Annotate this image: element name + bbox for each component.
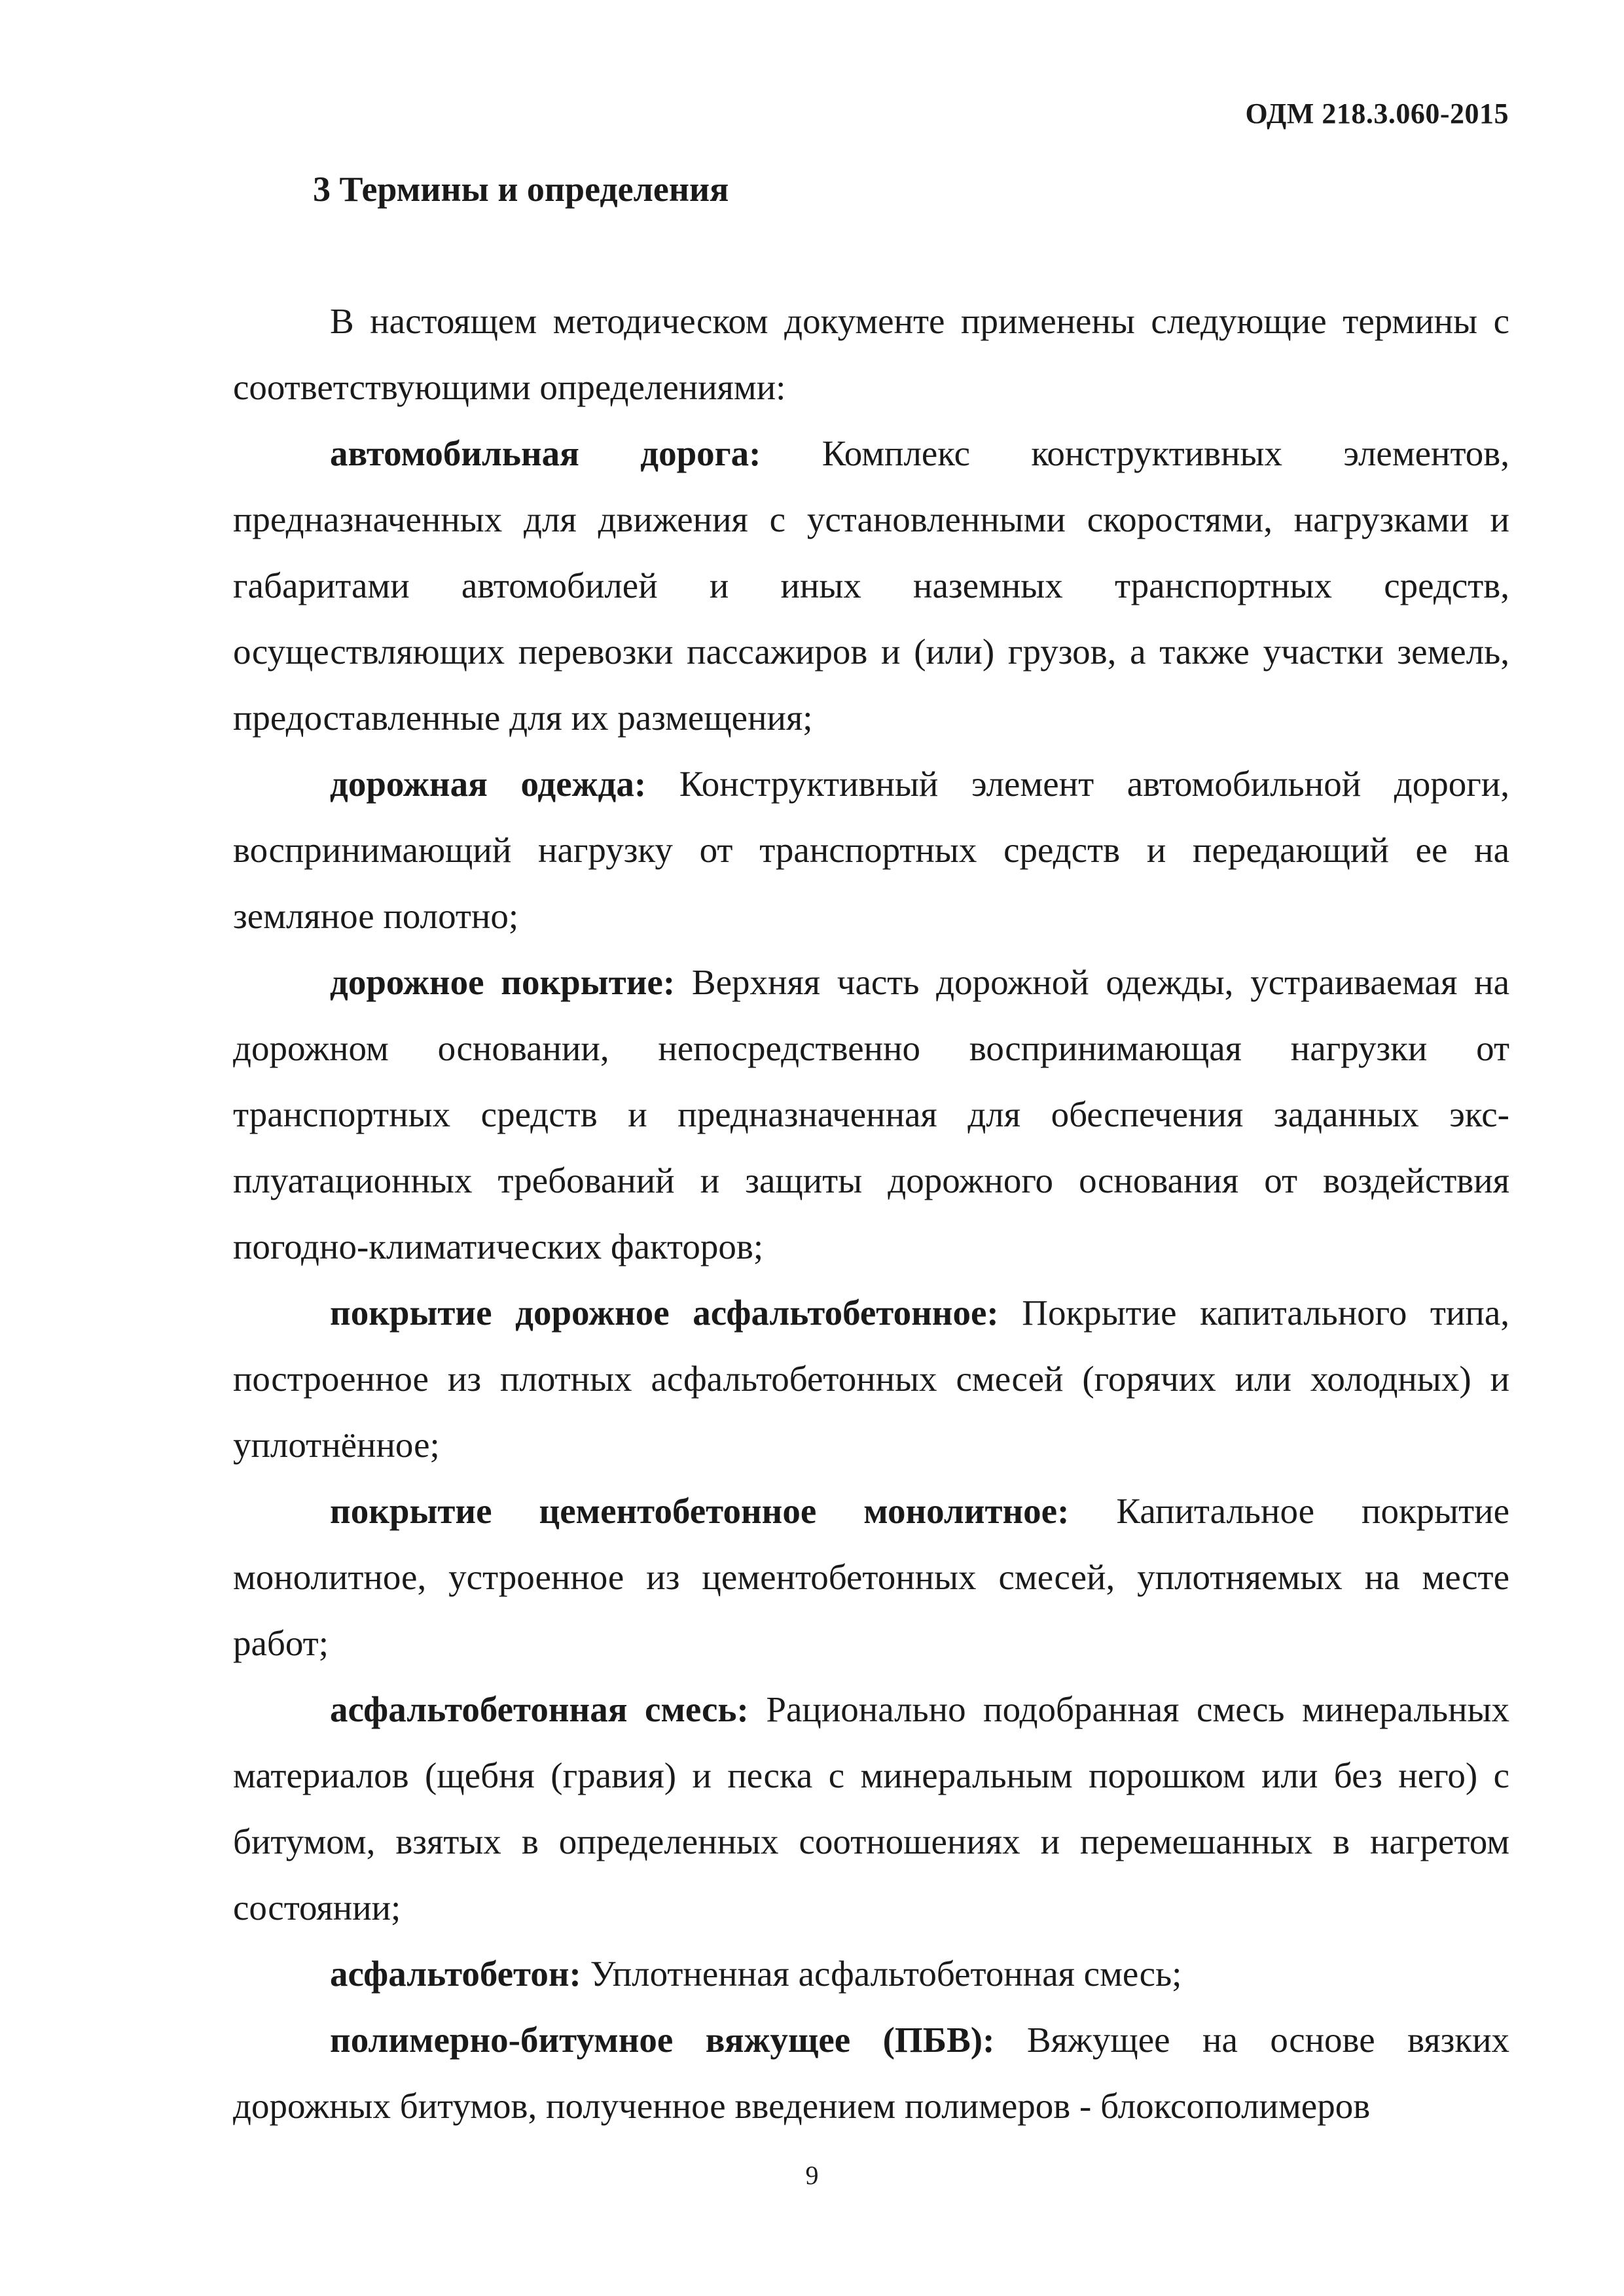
term-definition: Рационально подобранная смесь минеральных материалов (щебня (гравия) и песка с минеральным порошком или без него) с битумом, взятых в определенных соотношениях и перемешанных в нагретом состоянии; [233, 1689, 1509, 1928]
document-body [233, 288, 1509, 2139]
term-label: покрытие дорожное асфальтобетонное: [330, 1293, 999, 1333]
term-definition: Верхняя часть дорожной одежды, устраиваемая на дорожном основании, непосредственно воспринимающая нагрузки от транспортных средств и предназначенная для обеспечения заданных экс-плуатационных требований и защиты дорожного основания от воздействия погодно-климатических факторов; [233, 962, 1509, 1266]
document-code: ОДМ 218.3.060-2015 [1245, 98, 1509, 130]
term-definition: Комплекс конструктивных элементов, предназначенных для движения с установленными скоростями, нагрузками и габаритами автомобилей и иных наземных транспортных средств, осуществляющих перевозки пассажиров и (или) грузов, а также участки земель, предоставленные для их размещения; [233, 433, 1510, 738]
term-paragraph [233, 751, 1509, 949]
section-title: 3 Термины и определения [313, 170, 729, 209]
term-label: покрытие цементобетонное монолитное: [330, 1491, 1070, 1531]
term-paragraph [233, 420, 1509, 751]
term-definition: Покрытие капитального типа, построенное из плотных асфальтобетонных смесей (горячих или холодных) и уплотнённое; [233, 1293, 1509, 1465]
term-label: автомобильная дорога: [330, 433, 761, 473]
term-label: дорожное покрытие: [330, 962, 676, 1002]
term-paragraph [233, 1478, 1509, 1676]
term-label: дорожная одежда: [330, 764, 647, 804]
term-paragraph [233, 1280, 1509, 1478]
term-label: асфальтобетон: [330, 1954, 581, 1994]
term-definition: Конструктивный элемент автомобильной дороги, воспринимающий нагрузку от транспортных средств и передающий ее на земляное полотно; [233, 764, 1509, 936]
page-number: 9 [805, 2161, 819, 2190]
intro-paragraph: В настоящем методическом документе применены следующие термины с соответствующими определениями: [233, 301, 1509, 407]
term-label: полимерно-битумное вяжущее (ПБВ): [330, 2020, 995, 2060]
term-definition: Вяжущее на основе вязких дорожных битумов, полученное введением полимеров - блоксополимеров [233, 2020, 1510, 2126]
term-paragraph [233, 949, 1509, 1280]
term-definition: Капитальное покрытие монолитное, устроенное из цементобетонных смесей, уплотняемых на месте работ; [233, 1491, 1509, 1663]
term-definition: Уплотненная асфальтобетонная смесь; [581, 1954, 1182, 1994]
term-paragraph [233, 2007, 1509, 2139]
term-paragraph [233, 1676, 1509, 1941]
term-paragraph [233, 1941, 1509, 2007]
term-label: асфальтобетонная смесь: [330, 1689, 749, 1729]
